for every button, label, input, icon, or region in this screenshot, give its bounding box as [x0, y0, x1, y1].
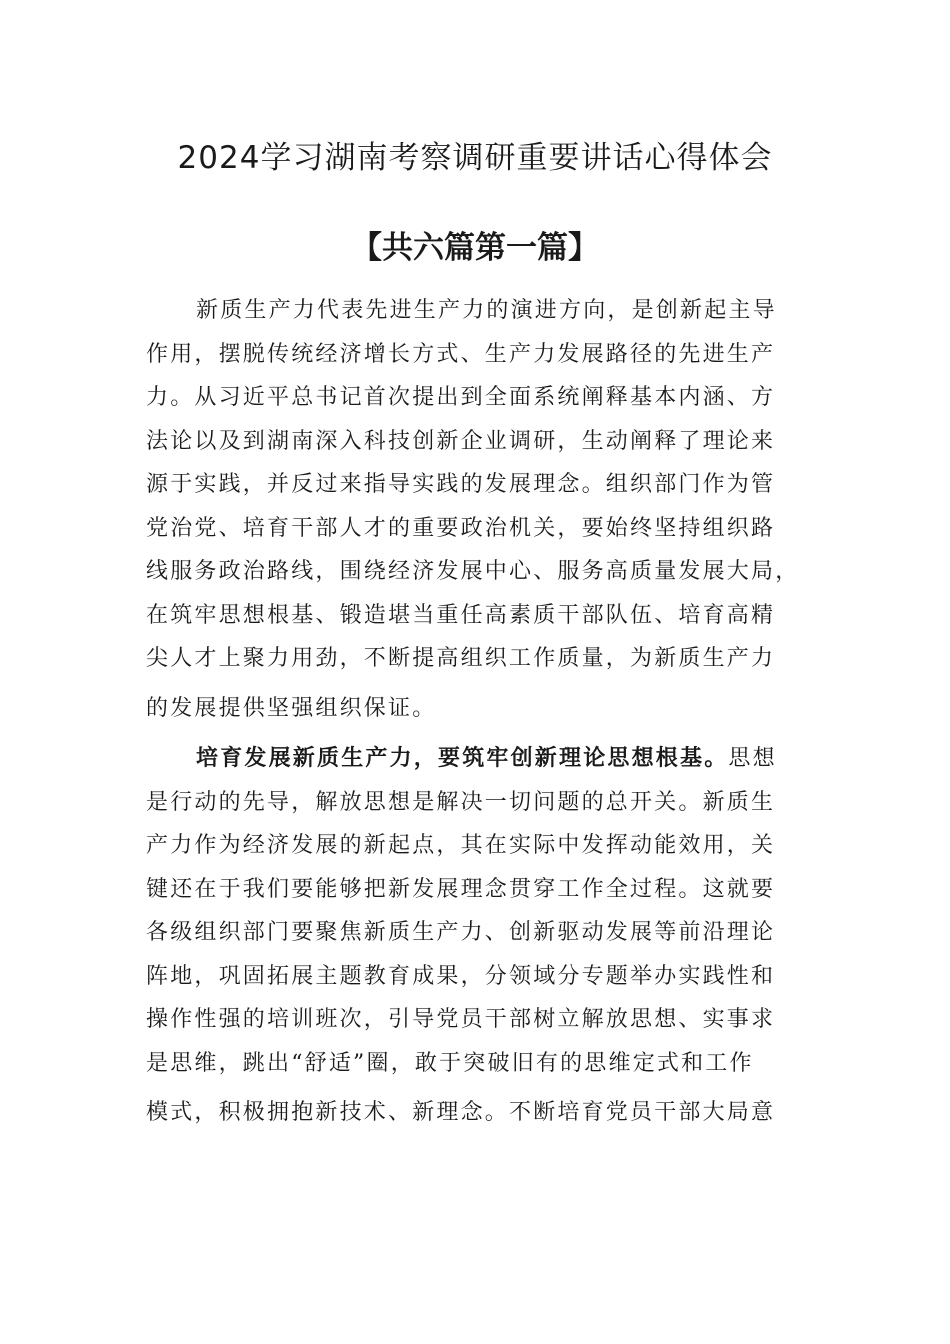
document-subtitle: 【共六篇第一篇】 [351, 230, 599, 266]
paragraph-line: 阵地，巩固拓展主题教育成果，分领域分专题举办实践性和 [146, 963, 776, 989]
paragraph-line: 各级组织部门要聚焦新质生产力、创新驱动发展等前沿理论 [146, 920, 776, 945]
document-title: 2024学习湖南考察调研重要讲话心得体会 [177, 140, 773, 176]
paragraph-line: 尖人才上聚力用劲，不断提高组织工作质量，为新质生产力 [146, 646, 776, 671]
paragraph-line: 新质生产力代表先进生产力的演进方向，是创新起主导 [196, 298, 777, 323]
paragraph-line: 是思维，跳出“舒适”圈，敢于突破旧有的思维定式和工作 [146, 1050, 754, 1076]
paragraph-1 [146, 289, 806, 730]
paragraph-line: 的发展提供坚强组织保证。 [146, 695, 437, 721]
paragraph-line: 线服务政治路线，围绕经济发展中心、服务高质量发展大局， [146, 559, 800, 584]
paragraph-line: 是行动的先导，解放思想是解决一切问题的总开关。新质生 [146, 789, 776, 815]
paragraph-lead-sentence: 培育发展新质生产力，要筑牢创新理论思想根基。 [196, 746, 729, 771]
paragraph-line: 党治党、培育干部人才的重要政治机关，要始终坚持组织路 [146, 515, 776, 541]
paragraph-line: 在筑牢思想根基、锻造堪当重任高素质干部队伍、培育高精 [146, 602, 776, 628]
paragraph-line: 法论以及到湖南深入科技创新企业调研，生动阐释了理论来 [146, 428, 776, 454]
paragraph-line: 力。从习近平总书记首次提出到全面系统阐释基本内涵、方 [146, 385, 776, 410]
paragraph-line: 模式，积极拥抱新技术、新理念。不断培育党员干部大局意 [146, 1100, 776, 1125]
paragraph-first-line-rest: 思想 [728, 746, 777, 771]
paragraph-line: 操作性强的培训班次，引导党员干部树立解放思想、实事求 [146, 1007, 776, 1032]
paragraph-first-line [146, 737, 806, 781]
paragraph-line: 键还在于我们要能够把新发展理念贯穿工作全过程。这就要 [146, 876, 776, 902]
paragraph-line: 作用，摆脱传统经济增长方式、生产力发展路径的先进生产 [146, 341, 776, 367]
paragraph-line: 产力作为经济发展的新起点，其在实际中发挥动能效用，关 [146, 833, 776, 858]
paragraph-2 [146, 737, 806, 1135]
paragraph-line: 源于实践，并反过来指导实践的发展理念。组织部门作为管 [146, 472, 776, 497]
